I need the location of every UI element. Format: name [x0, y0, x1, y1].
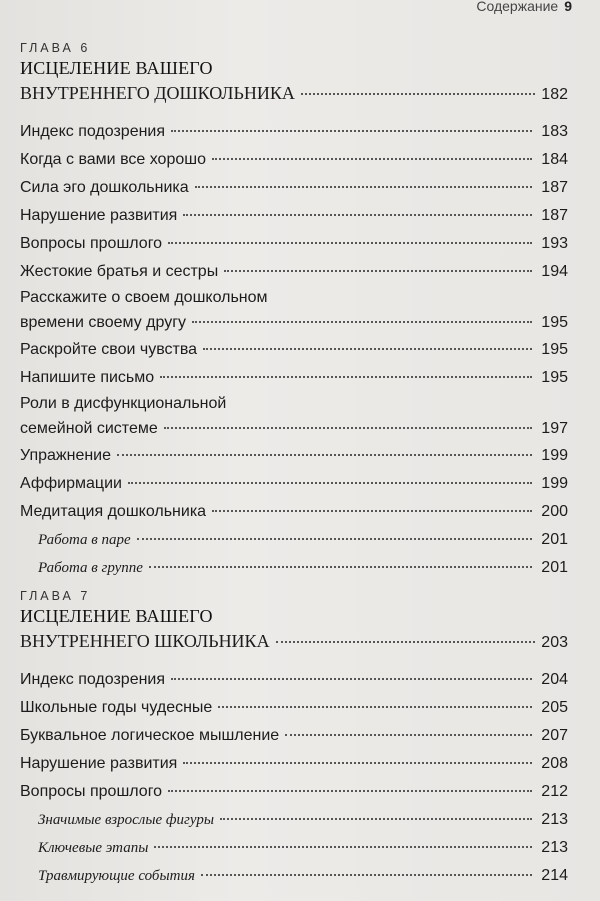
chapter-7 [20, 588, 568, 890]
dot-leader [168, 242, 532, 244]
toc-entry-multiline[interactable] [20, 286, 568, 336]
toc-entry[interactable] [20, 722, 568, 750]
dot-leader [154, 846, 532, 848]
dot-leader [137, 538, 532, 540]
entry-title: Индекс подозрения [20, 671, 166, 688]
dot-leader [128, 482, 532, 484]
dot-leader [224, 270, 532, 272]
dot-leader [183, 762, 532, 764]
page-number: 195 [541, 369, 568, 386]
subentry-title: Травмирующие события [38, 868, 195, 884]
subentry-title: Значимые взрослые фигуры [38, 812, 215, 828]
subentry-title: Ключевые этапы [38, 840, 149, 856]
table-of-contents [20, 40, 568, 890]
toc-entry[interactable] [20, 230, 568, 258]
page-number: 203 [541, 634, 568, 651]
page-number: 201 [541, 559, 568, 576]
chapter-title-row[interactable] [20, 80, 568, 108]
entry-title: Нарушение развития [20, 207, 178, 224]
page-number: 187 [541, 179, 568, 196]
dot-leader [117, 454, 532, 456]
entry-title: семейной системе [20, 420, 158, 437]
page-number: 193 [541, 235, 568, 252]
dot-leader [203, 348, 532, 350]
page-number: 201 [541, 531, 568, 548]
page-number: 207 [541, 727, 568, 744]
dot-leader [212, 158, 532, 160]
chapter-title-line1: ИСЦЕЛЕНИЕ ВАШЕГО [20, 58, 213, 78]
dot-leader [220, 818, 532, 820]
entry-title: Вопросы прошлого [20, 783, 163, 800]
toc-entry[interactable] [20, 470, 568, 498]
toc-entry[interactable] [20, 258, 568, 286]
chapter-title-line1: ИСЦЕЛЕНИЕ ВАШЕГО [20, 606, 213, 626]
entry-title: Индекс подозрения [20, 123, 166, 140]
page-number: 213 [541, 811, 568, 828]
toc-subentry[interactable] [20, 554, 568, 582]
entry-title: Буквальное логическое мышление [20, 727, 280, 744]
chapter-title-line2: ВНУТРЕННЕГО ДОШКОЛЬНИКА [20, 83, 295, 103]
page-number: 208 [541, 755, 568, 772]
page-number: 182 [541, 86, 568, 103]
chapter-title-line2: ВНУТРЕННЕГО ШКОЛЬНИКА [20, 631, 270, 651]
dot-leader [164, 427, 532, 429]
chapter-6 [20, 40, 568, 582]
page-number: 212 [541, 783, 568, 800]
toc-entry[interactable] [20, 118, 568, 146]
page-number: 199 [541, 447, 568, 464]
entry-title: Медитация дошкольника [20, 503, 207, 520]
chapter-label: ГЛАВА 6 [20, 41, 91, 55]
entry-title-line1: Роли в дисфункциональной [20, 395, 227, 412]
page-number: 194 [541, 263, 568, 280]
entry-title-line1: Расскажите о своем дошкольном [20, 289, 268, 306]
toc-entry[interactable] [20, 202, 568, 230]
running-head-page-number: 9 [564, 0, 572, 14]
dot-leader [276, 641, 536, 643]
entry-title: Раскройте свои чувства [20, 341, 198, 358]
entry-title: Жестокие братья и сестры [20, 263, 219, 280]
page-number: 205 [541, 699, 568, 716]
toc-entry[interactable] [20, 498, 568, 526]
toc-entry[interactable] [20, 146, 568, 174]
toc-entry[interactable] [20, 442, 568, 470]
chapter-title-row[interactable] [20, 628, 568, 656]
page-number: 184 [541, 151, 568, 168]
page-number: 195 [541, 341, 568, 358]
entry-title: Упражнение [20, 447, 112, 464]
page-number: 195 [541, 314, 568, 331]
page-number: 214 [541, 867, 568, 884]
page-number: 197 [541, 420, 568, 437]
dot-leader [160, 376, 532, 378]
toc-entry[interactable] [20, 174, 568, 202]
dot-leader [201, 874, 532, 876]
dot-leader [301, 93, 535, 95]
toc-subentry[interactable] [20, 862, 568, 890]
toc-subentry[interactable] [20, 806, 568, 834]
dot-leader [168, 790, 532, 792]
toc-entry[interactable] [20, 778, 568, 806]
toc-entry[interactable] [20, 694, 568, 722]
page-number: 204 [541, 671, 568, 688]
dot-leader [218, 706, 532, 708]
running-head [476, 0, 572, 12]
entry-title: Когда с вами все хорошо [20, 151, 206, 168]
chapter-label: ГЛАВА 7 [20, 589, 91, 603]
entry-title: Вопросы прошлого [20, 235, 163, 252]
dot-leader [212, 510, 532, 512]
entry-title: Сила эго дошкольника [20, 179, 189, 196]
entry-title: времени своему другу [20, 314, 187, 331]
dot-leader [149, 566, 532, 568]
toc-entry[interactable] [20, 336, 568, 364]
dot-leader [195, 186, 532, 188]
running-head-section: Содержание [476, 0, 559, 14]
dot-leader [192, 321, 532, 323]
entry-title: Школьные годы чудесные [20, 699, 213, 716]
entry-title: Аффирмации [20, 475, 122, 492]
toc-entry[interactable] [20, 364, 568, 392]
page-number: 187 [541, 207, 568, 224]
subentry-title: Работа в паре [38, 532, 131, 548]
dot-leader [285, 734, 532, 736]
page-number: 200 [541, 503, 568, 520]
toc-entry[interactable] [20, 750, 568, 778]
toc-entry-multiline[interactable] [20, 392, 568, 442]
page-number: 199 [541, 475, 568, 492]
toc-subentry[interactable] [20, 834, 568, 862]
page-number: 183 [541, 123, 568, 140]
subentry-title: Работа в группе [38, 560, 143, 576]
dot-leader [171, 678, 532, 680]
dot-leader [171, 130, 532, 132]
entry-title: Нарушение развития [20, 755, 178, 772]
toc-entry[interactable] [20, 666, 568, 694]
dot-leader [183, 214, 532, 216]
entry-title: Напишите письмо [20, 369, 155, 386]
toc-subentry[interactable] [20, 526, 568, 554]
page-number: 213 [541, 839, 568, 856]
